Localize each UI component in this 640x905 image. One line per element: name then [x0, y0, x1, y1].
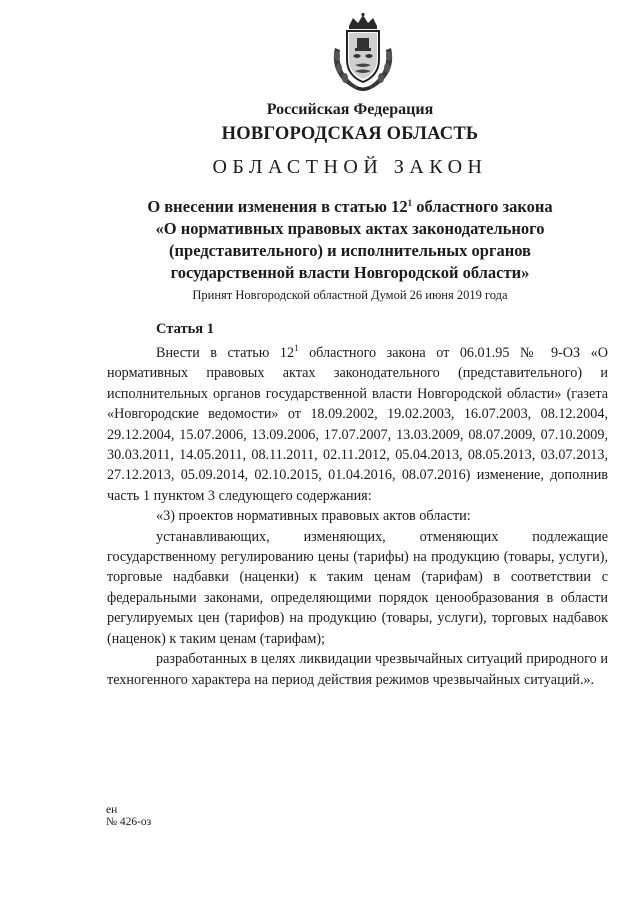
paragraph-1-superscript: 1 — [294, 343, 299, 353]
title-line-1-tail: областного закона — [412, 197, 553, 216]
title-line-3: (представительного) и исполнительных органов — [169, 241, 531, 260]
coat-of-arms-emblem — [325, 12, 401, 94]
footer-note — [106, 804, 151, 828]
header-region: НОВГОРОДСКАЯ ОБЛАСТЬ — [221, 124, 479, 144]
footer-initials: ен — [106, 804, 118, 816]
document-type: ОБЛАСТНОЙ ЗАКОН — [212, 156, 488, 178]
paragraph-1-tail: областного закона от 06.01.95 № 9-ОЗ «О нормативных правовых актах законодательного (представительного) и исполнительных органов государственной власти Новгородской области» (газета «Новгородские ведомости» от 18.09.2002, 19.02.2003, 16.07.2003, 08.12.2004, 29.12.2004, 15.07.2006, 13.09.2006, 17.07.2007, 13.03.2009, 08.07.2009, 07.10.2009, 30.03.2011, 14.05.2011, 08.11.2011, 02.11.2012, 05.04.2013, 08.05.2013, 03.07.2013, 27.12.2013, 05.09.2014, 02.10.2015, 01.04.2016, 08.07.2016) изменение, дополнив часть 1 пунктом 3 следующего содержания: — [107, 345, 608, 504]
article-body — [107, 343, 608, 690]
article-paragraph-1 — [107, 343, 608, 506]
article-paragraph-3: устанавливающих, изменяющих, отменяющих подлежащие государственному регулированию цены (тарифы) на продукцию (товары, услуги), торговые надбавки (наценки) к таким ценам (тарифам) в соответствии с федеральными законами, определяющими порядок ценообразования в области регулируемых цен (тарифов) на продукцию (товары, услуги), торговых надбавок (наценок) к таким ценам (тарифам); — [107, 528, 608, 647]
article-heading: Статья 1 — [156, 321, 214, 337]
law-title — [110, 196, 590, 284]
title-line-1-text: О внесении изменения в статью 12 — [147, 197, 408, 216]
article-paragraph-4: разработанных в целях ликвидации чрезвычайных ситуаций природного и техногенного характера на период действия режимов чрезвычайных ситуаций.». — [107, 651, 608, 688]
footer-law-number: № 426-оз — [106, 816, 152, 828]
title-line-4: государственной власти Новгородской области» — [170, 263, 530, 282]
title-superscript: 1 — [407, 198, 413, 208]
coat-of-arms-icon — [325, 12, 401, 94]
paragraph-1-text: Внести в статью 12 — [156, 345, 295, 361]
article-paragraph-2: «3) проектов нормативных правовых актов области: — [156, 508, 471, 525]
header-country: Российская Федерация — [266, 101, 434, 118]
adoption-note: Принят Новгородской областной Думой 26 июня 2019 года — [192, 288, 508, 302]
title-line-1 — [110, 196, 590, 218]
title-line-2: «О нормативных правовых актах законодательного — [155, 219, 545, 238]
